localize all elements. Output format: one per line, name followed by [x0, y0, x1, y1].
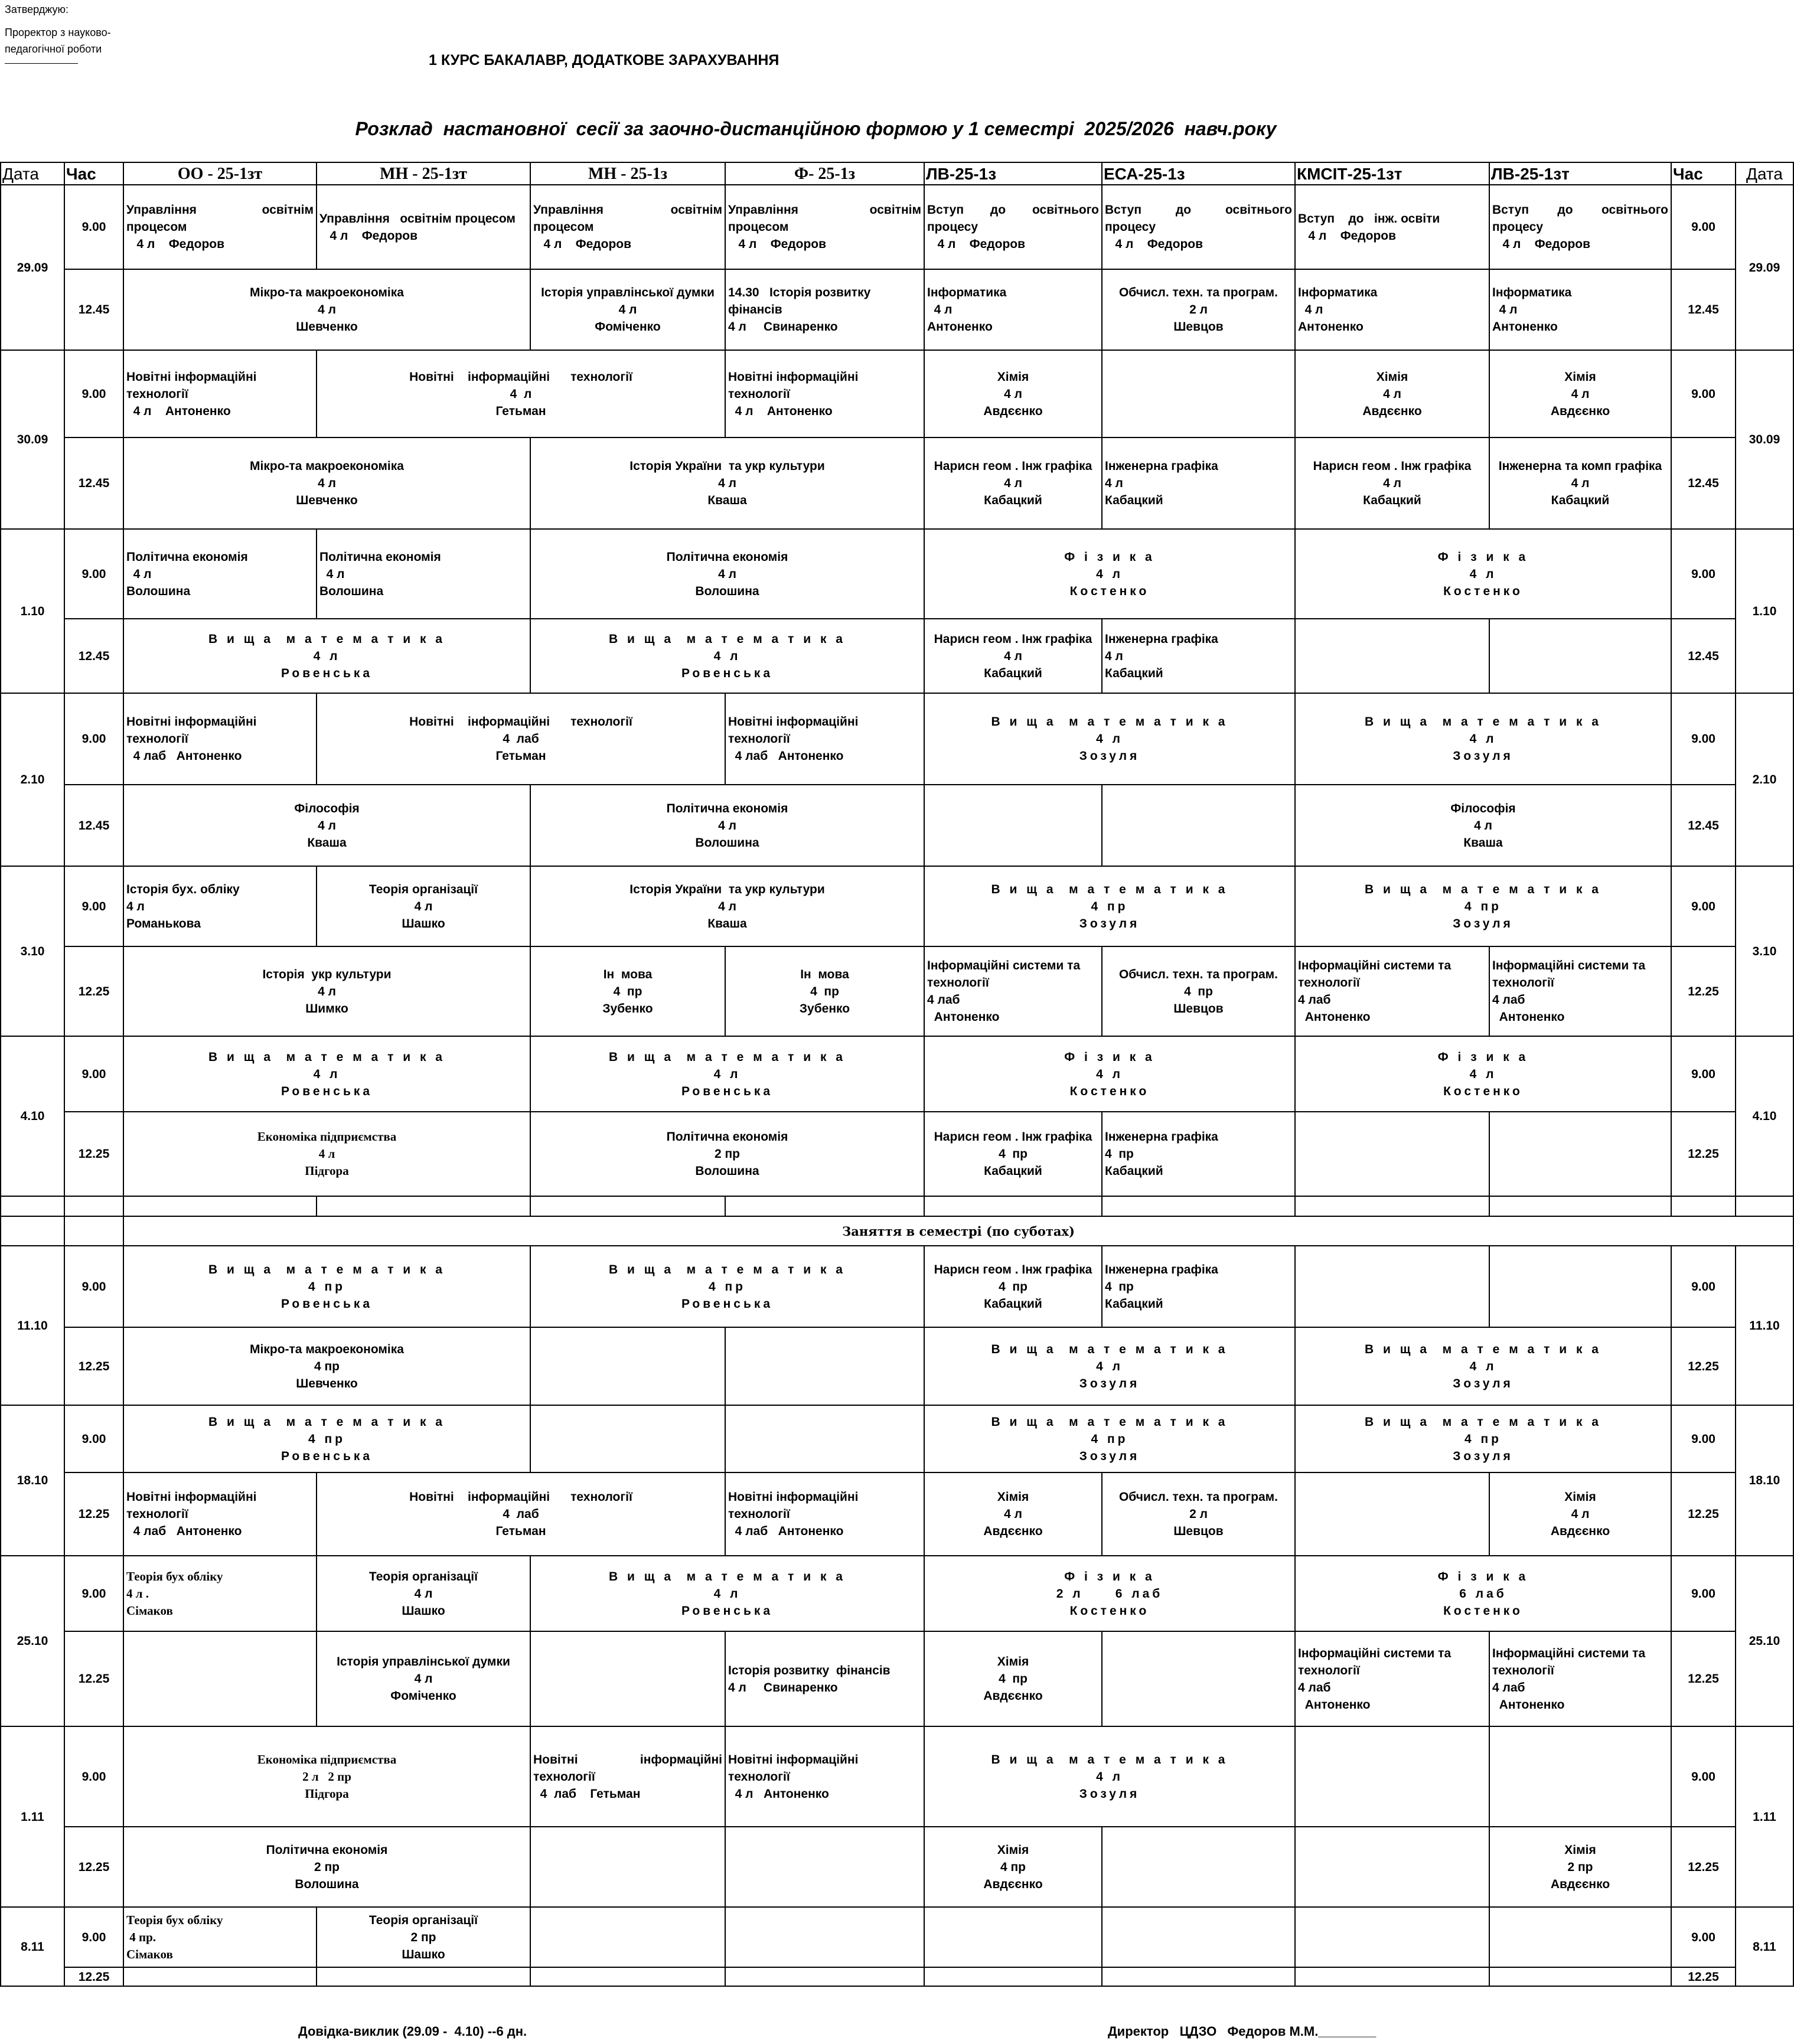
- time-cell: 12.25: [1671, 1967, 1736, 1986]
- schedule-row: [1, 1726, 1793, 1827]
- empty-cell: [1489, 1246, 1671, 1327]
- lesson-cell: Новітні інформаційні технології 4 л Антоненко: [123, 350, 317, 437]
- lesson-cell: Хімія 4 л Авдєєнко: [1489, 350, 1671, 437]
- schedule-row: [1, 1907, 1793, 1967]
- lesson-cell: Нарисн геом . Інж графіка 4 л Кабацкий: [924, 437, 1102, 529]
- lesson-cell: Інформаційні системи та технології 4 лаб Антоненко: [1295, 1631, 1489, 1726]
- lesson-cell: Політична економія 2 пр Волошина: [123, 1827, 530, 1907]
- schedule-row: [1, 1112, 1793, 1196]
- date-cell: 1.11: [1, 1726, 64, 1907]
- approval-line-3: педагогічної роботи: [5, 43, 102, 55]
- lesson-cell: Новітні інформаційні технології 4 лаб Антоненко: [123, 1472, 317, 1556]
- lesson-cell: Мікро-та макроекономіка 4 л Шевченко: [123, 269, 530, 350]
- time-cell: 9.00: [64, 1907, 123, 1967]
- schedule-title: Розклад настановної сесії за заочно-дистанційною формою у 1 семестрі 2025/2026 навч.року: [355, 118, 1277, 139]
- time-cell: 9.00: [1671, 185, 1736, 269]
- empty-cell: [1489, 619, 1671, 693]
- schedule-row: [1, 946, 1793, 1036]
- lesson-cell: Політична економія 4 л Волошина: [530, 785, 924, 866]
- empty-cell: [1295, 1827, 1489, 1907]
- time-cell: 9.00: [64, 1246, 123, 1327]
- lesson-cell: Інформатика 4 л Антоненко: [924, 269, 1102, 350]
- col-group: ОО - 25-1зт: [123, 162, 317, 185]
- time-cell: 9.00: [64, 529, 123, 619]
- lesson-cell: Історія України та укр культури 4 л Кваша: [530, 866, 924, 946]
- lesson-cell: В и щ а м а т е м а т и к а 4 л Зозуля: [924, 693, 1295, 785]
- schedule-row: [1, 1631, 1793, 1726]
- time-cell: 12.45: [1671, 437, 1736, 529]
- lesson-cell: Теорія організації 4 л Шашко: [317, 866, 530, 946]
- empty-cell: [924, 785, 1102, 866]
- schedule-row: [1, 185, 1793, 269]
- schedule-row: [1, 1327, 1793, 1405]
- lesson-cell: Обчисл. техн. та програм. 2 л Шевцов: [1102, 1472, 1295, 1556]
- date-cell: 29.09: [1736, 185, 1793, 350]
- empty-cell: [1102, 350, 1295, 437]
- lesson-cell: Інженерна графіка 4 л Кабацкий: [1102, 437, 1295, 529]
- time-cell: 9.00: [64, 1405, 123, 1472]
- time-cell: 9.00: [1671, 529, 1736, 619]
- date-cell: 11.10: [1, 1246, 64, 1405]
- time-cell: 12.45: [64, 785, 123, 866]
- lesson-cell: Вступ до освітнього процесу 4 л Федоров: [1489, 185, 1671, 269]
- col-time: Час: [64, 162, 123, 185]
- lesson-cell: Ін мова 4 пр Зубенко: [530, 946, 725, 1036]
- approval-line-2: Проректор з науково-: [5, 27, 111, 38]
- lesson-cell: В и щ а м а т е м а т и к а 4 пр Зозуля: [1295, 1405, 1671, 1472]
- date-cell: 18.10: [1, 1405, 64, 1556]
- time-cell: 9.00: [1671, 1556, 1736, 1631]
- time-cell: 12.25: [1671, 1631, 1736, 1726]
- lesson-cell: Ф і з и к а 4 л Костенко: [1295, 1036, 1671, 1112]
- time-cell: 12.25: [64, 1967, 123, 1986]
- lesson-cell: Новітні інформаційні технології 4 лаб Гетьман: [317, 1472, 725, 1556]
- empty-cell: [924, 1907, 1102, 1967]
- lesson-cell: Хімія 4 л Авдєєнко: [924, 350, 1102, 437]
- schedule-row: [1, 866, 1793, 946]
- approval-line-1: Затверджую:: [5, 4, 69, 15]
- empty-cell: [530, 1327, 725, 1405]
- lesson-cell: 14.30 Історія розвитку фінансів 4 л Свинаренко: [725, 269, 924, 350]
- empty-cell: [1295, 1472, 1489, 1556]
- lesson-cell: В и щ а м а т е м а т и к а 4 л Ровенська: [123, 1036, 530, 1112]
- empty-cell: [1102, 1827, 1295, 1907]
- lesson-cell: Новітні інформаційні технології 4 лаб Антоненко: [123, 693, 317, 785]
- date-cell: 29.09: [1, 185, 64, 350]
- lesson-cell: Вступ до освітнього процесу 4 л Федоров: [924, 185, 1102, 269]
- empty-cell: [725, 1907, 924, 1967]
- lesson-cell: Економіка підприємства 2 л 2 пр Підгора: [123, 1726, 530, 1827]
- lesson-cell: Ф і з и к а 4 л Костенко: [924, 529, 1295, 619]
- footer-reference: Довідка-виклик (29.09 - 4.10) --6 дн.: [298, 2024, 527, 2039]
- col-group: Ф- 25-1з: [725, 162, 924, 185]
- time-cell: 9.00: [1671, 1405, 1736, 1472]
- spacer-row: [1, 1196, 1793, 1216]
- lesson-cell: Історія бух. обліку 4 л Романькова: [123, 866, 317, 946]
- lesson-cell: Історія укр культури 4 л Шимко: [123, 946, 530, 1036]
- lesson-cell: Ф і з и к а 4 л Костенко: [1295, 529, 1671, 619]
- schedule-row: [1, 350, 1793, 437]
- time-cell: 12.25: [1671, 1112, 1736, 1196]
- date-cell: 8.11: [1736, 1907, 1793, 1986]
- time-cell: 9.00: [1671, 693, 1736, 785]
- banner-row: [1, 1216, 1793, 1246]
- lesson-cell: Політична економія 4 л Волошина: [317, 529, 530, 619]
- empty-cell: [530, 1827, 725, 1907]
- date-cell: 2.10: [1, 693, 64, 866]
- lesson-cell: В и щ а м а т е м а т и к а 4 л Ровенська: [530, 1036, 924, 1112]
- date-cell: 3.10: [1736, 866, 1793, 1036]
- lesson-cell: Теорія організації 4 л Шашко: [317, 1556, 530, 1631]
- schedule-row: [1, 529, 1793, 619]
- time-cell: 12.45: [64, 619, 123, 693]
- lesson-cell: Хімія 4 пр Авдєєнко: [924, 1631, 1102, 1726]
- lesson-cell: Інформаційні системи та технології 4 лаб Антоненко: [924, 946, 1102, 1036]
- lesson-cell: Управління освітнім процесом 4 л Федоров: [530, 185, 725, 269]
- date-cell: 30.09: [1, 350, 64, 529]
- time-cell: 12.25: [64, 1112, 123, 1196]
- lesson-cell: Управління освітнім процесом 4 л Федоров: [123, 185, 317, 269]
- lesson-cell: Політична економія 2 пр Волошина: [530, 1112, 924, 1196]
- col-group: ЕСА-25-1з: [1102, 162, 1295, 185]
- lesson-cell: Історія України та укр культури 4 л Кваша: [530, 437, 924, 529]
- lesson-cell: Новітні інформаційні технології 4 лаб Гетьман: [530, 1726, 725, 1827]
- time-cell: 9.00: [1671, 1726, 1736, 1827]
- lesson-cell: В и щ а м а т е м а т и к а 4 пр Зозуля: [1295, 866, 1671, 946]
- approval-block: [5, 1, 111, 64]
- lesson-cell: Нарисн геом . Інж графіка 4 пр Кабацкий: [924, 1246, 1102, 1327]
- lesson-cell: Мікро-та макроекономіка 4 пр Шевченко: [123, 1327, 530, 1405]
- lesson-cell: В и щ а м а т е м а т и к а 4 л Ровенська: [530, 1556, 924, 1631]
- lesson-cell: Політична економія 4 л Волошина: [123, 529, 317, 619]
- time-cell: 12.25: [64, 1827, 123, 1907]
- time-cell: 12.25: [1671, 1827, 1736, 1907]
- schedule-row: [1, 693, 1793, 785]
- schedule-table: [0, 162, 1794, 1987]
- lesson-cell: Інженерна та комп графіка 4 л Кабацкий: [1489, 437, 1671, 529]
- time-cell: 12.25: [1671, 1327, 1736, 1405]
- schedule-row: [1, 437, 1793, 529]
- lesson-cell: Нарисн геом . Інж графіка 4 л Кабацкий: [924, 619, 1102, 693]
- date-cell: 1.11: [1736, 1726, 1793, 1907]
- lesson-cell: Інформаційні системи та технології 4 лаб Антоненко: [1295, 946, 1489, 1036]
- empty-cell: [1295, 619, 1489, 693]
- time-cell: 9.00: [1671, 350, 1736, 437]
- date-cell: 25.10: [1, 1556, 64, 1726]
- lesson-cell: Новітні інформаційні технології 4 л Антоненко: [725, 1726, 924, 1827]
- lesson-cell: Економіка підприємства 4 л Підгора: [123, 1112, 530, 1196]
- empty-cell: [123, 1631, 317, 1726]
- lesson-cell: Ін мова 4 пр Зубенко: [725, 946, 924, 1036]
- lesson-cell: Інженерна графіка 4 пр Кабацкий: [1102, 1246, 1295, 1327]
- time-cell: 9.00: [1671, 1036, 1736, 1112]
- time-cell: 12.25: [64, 946, 123, 1036]
- lesson-cell: В и щ а м а т е м а т и к а 4 л Ровенська: [530, 619, 924, 693]
- col-date: Дата: [1, 162, 64, 185]
- lesson-cell: Управління освітнім процесом 4 л Федоров: [317, 185, 530, 269]
- empty-cell: [1295, 1907, 1489, 1967]
- lesson-cell: Новітні інформаційні технології 4 л Гетьман: [317, 350, 725, 437]
- lesson-cell: Інформатика 4 л Антоненко: [1489, 269, 1671, 350]
- date-cell: 1.10: [1, 529, 64, 693]
- empty-cell: [1489, 1112, 1671, 1196]
- lesson-cell: Хімія 4 л Авдєєнко: [924, 1472, 1102, 1556]
- empty-cell: [530, 1631, 725, 1726]
- date-cell: 1.10: [1736, 529, 1793, 693]
- lesson-cell: Філософія 4 л Кваша: [123, 785, 530, 866]
- lesson-cell: Філософія 4 л Кваша: [1295, 785, 1671, 866]
- lesson-cell: Хімія 4 л Авдєєнко: [1295, 350, 1489, 437]
- time-cell: 9.00: [64, 1036, 123, 1112]
- schedule-row: [1, 1556, 1793, 1631]
- lesson-cell: Хімія 2 пр Авдєєнко: [1489, 1827, 1671, 1907]
- date-cell: 3.10: [1, 866, 64, 1036]
- lesson-cell: Інженерна графіка 4 л Кабацкий: [1102, 619, 1295, 693]
- time-cell: 9.00: [1671, 1907, 1736, 1967]
- col-group: ЛВ-25-1зт: [1489, 162, 1671, 185]
- col-group: ЛВ-25-1з: [924, 162, 1102, 185]
- time-cell: 9.00: [64, 866, 123, 946]
- time-cell: 12.45: [1671, 785, 1736, 866]
- schedule-row: [1, 1405, 1793, 1472]
- empty-cell: [530, 1907, 725, 1967]
- time-cell: 12.25: [1671, 946, 1736, 1036]
- lesson-cell: Обчисл. техн. та програм. 2 л Шевцов: [1102, 269, 1295, 350]
- empty-cell: [1489, 1726, 1671, 1827]
- lesson-cell: Нарисн геом . Інж графіка 4 пр Кабацкий: [924, 1112, 1102, 1196]
- schedule-row: [1, 1827, 1793, 1907]
- lesson-cell: В и щ а м а т е м а т и к а 4 л Ровенська: [123, 619, 530, 693]
- lesson-cell: Хімія 4 пр Авдєєнко: [924, 1827, 1102, 1907]
- schedule-row: [1, 1246, 1793, 1327]
- lesson-cell: Інформаційні системи та технології 4 лаб Антоненко: [1489, 1631, 1671, 1726]
- lesson-cell: Ф і з и к а 2 л 6 лаб Костенко: [924, 1556, 1295, 1631]
- empty-cell: [1295, 1112, 1489, 1196]
- time-cell: 12.25: [64, 1327, 123, 1405]
- time-cell: 9.00: [64, 1556, 123, 1631]
- time-cell: 12.25: [1671, 1472, 1736, 1556]
- date-cell: 11.10: [1736, 1246, 1793, 1405]
- lesson-cell: Теорія організації 2 пр Шашко: [317, 1907, 530, 1967]
- schedule-row: [1, 1036, 1793, 1112]
- lesson-cell: В и щ а м а т е м а т и к а 4 л Зозуля: [924, 1726, 1295, 1827]
- schedule-row: [1, 1472, 1793, 1556]
- lesson-cell: Інформатика 4 л Антоненко: [1295, 269, 1489, 350]
- date-cell: 25.10: [1736, 1556, 1793, 1726]
- empty-cell: [725, 1405, 924, 1472]
- empty-cell: [1489, 1907, 1671, 1967]
- empty-cell: [725, 1327, 924, 1405]
- lesson-cell: Теорія бух обліку 4 л . Сімаков: [123, 1556, 317, 1631]
- lesson-cell: Історія управлінської думки 4 л Фоміченко: [317, 1631, 530, 1726]
- lesson-cell: Політична економія 4 л Волошина: [530, 529, 924, 619]
- time-cell: 9.00: [1671, 866, 1736, 946]
- time-cell: 12.45: [1671, 619, 1736, 693]
- time-cell: 12.45: [64, 437, 123, 529]
- lesson-cell: В и щ а м а т е м а т и к а 4 пр Ровенська: [530, 1246, 924, 1327]
- schedule-row: [1, 269, 1793, 350]
- lesson-cell: Хімія 4 л Авдєєнко: [1489, 1472, 1671, 1556]
- date-cell: 4.10: [1736, 1036, 1793, 1196]
- lesson-cell: Вступ до інж. освіти 4 л Федоров: [1295, 185, 1489, 269]
- lesson-cell: В и щ а м а т е м а т и к а 4 пр Зозуля: [924, 1405, 1295, 1472]
- lesson-cell: Теорія бух обліку 4 пр. Сімаков: [123, 1907, 317, 1967]
- lesson-cell: Історія розвитку фінансів 4 л Свинаренко: [725, 1631, 924, 1726]
- col-group: КМСІТ-25-1зт: [1295, 162, 1489, 185]
- col-group: МН - 25-1зт: [317, 162, 530, 185]
- lesson-cell: Новітні інформаційні технології 4 лаб Антоненко: [725, 1472, 924, 1556]
- empty-cell: [1295, 1246, 1489, 1327]
- date-cell: 30.09: [1736, 350, 1793, 529]
- date-cell: 8.11: [1, 1907, 64, 1986]
- lesson-cell: Нарисн геом . Інж графіка 4 л Кабацкий: [1295, 437, 1489, 529]
- time-cell: 12.45: [1671, 269, 1736, 350]
- empty-cell: [530, 1405, 725, 1472]
- date-cell: 4.10: [1, 1036, 64, 1196]
- col-group: МН - 25-1з: [530, 162, 725, 185]
- lesson-cell: Новітні інформаційні технології 4 лаб Гетьман: [317, 693, 725, 785]
- empty-cell: [1102, 1631, 1295, 1726]
- time-cell: 12.45: [64, 269, 123, 350]
- time-cell: 9.00: [64, 693, 123, 785]
- time-cell: 9.00: [1671, 1246, 1736, 1327]
- course-heading: 1 КУРС БАКАЛАВР, ДОДАТКОВЕ ЗАРАХУВАННЯ: [429, 52, 779, 68]
- signature-line: [5, 57, 78, 64]
- schedule-row: [1, 785, 1793, 866]
- empty-cell: [1102, 1907, 1295, 1967]
- lesson-cell: Новітні інформаційні технології 4 лаб Антоненко: [725, 693, 924, 785]
- lesson-cell: Вступ до освітнього процесу 4 л Федоров: [1102, 185, 1295, 269]
- schedule-row: [1, 619, 1793, 693]
- schedule-row: [1, 1967, 1793, 1986]
- time-cell: 12.25: [64, 1472, 123, 1556]
- lesson-cell: В и щ а м а т е м а т и к а 4 л Зозуля: [1295, 693, 1671, 785]
- lesson-cell: В и щ а м а т е м а т и к а 4 пр Ровенська: [123, 1405, 530, 1472]
- header-row: [1, 162, 1793, 185]
- lesson-cell: В и щ а м а т е м а т и к а 4 л Зозуля: [924, 1327, 1295, 1405]
- col-time-right: Час: [1671, 162, 1736, 185]
- lesson-cell: Новітні інформаційні технології 4 л Антоненко: [725, 350, 924, 437]
- empty-cell: [1295, 1726, 1489, 1827]
- time-cell: 12.25: [64, 1631, 123, 1726]
- lesson-cell: В и щ а м а т е м а т и к а 4 л Зозуля: [1295, 1327, 1671, 1405]
- date-cell: 18.10: [1736, 1405, 1793, 1556]
- empty-cell: [725, 1827, 924, 1907]
- lesson-cell: Інженерна графіка 4 пр Кабацкий: [1102, 1112, 1295, 1196]
- date-cell: 2.10: [1736, 693, 1793, 866]
- lesson-cell: Ф і з и к а 4 л Костенко: [924, 1036, 1295, 1112]
- time-cell: 9.00: [64, 350, 123, 437]
- lesson-cell: Ф і з и к а 6 лаб Костенко: [1295, 1556, 1671, 1631]
- lesson-cell: В и щ а м а т е м а т и к а 4 пр Ровенська: [123, 1246, 530, 1327]
- lesson-cell: Інформаційні системи та технології 4 лаб Антоненко: [1489, 946, 1671, 1036]
- time-cell: 9.00: [64, 1726, 123, 1827]
- lesson-cell: Мікро-та макроекономіка 4 л Шевченко: [123, 437, 530, 529]
- semester-banner: Заняття в семестрі (по суботах): [123, 1216, 1793, 1246]
- footer-director: Директор ЦДЗО Федоров М.М.________: [1108, 2024, 1377, 2039]
- lesson-cell: Управління освітнім процесом 4 л Федоров: [725, 185, 924, 269]
- time-cell: 9.00: [64, 185, 123, 269]
- empty-cell: [1102, 785, 1295, 866]
- lesson-cell: Історія управлінської думки 4 л Фоміченко: [530, 269, 725, 350]
- col-date-right: Дата: [1736, 162, 1793, 185]
- lesson-cell: Обчисл. техн. та програм. 4 пр Шевцов: [1102, 946, 1295, 1036]
- lesson-cell: В и щ а м а т е м а т и к а 4 пр Зозуля: [924, 866, 1295, 946]
